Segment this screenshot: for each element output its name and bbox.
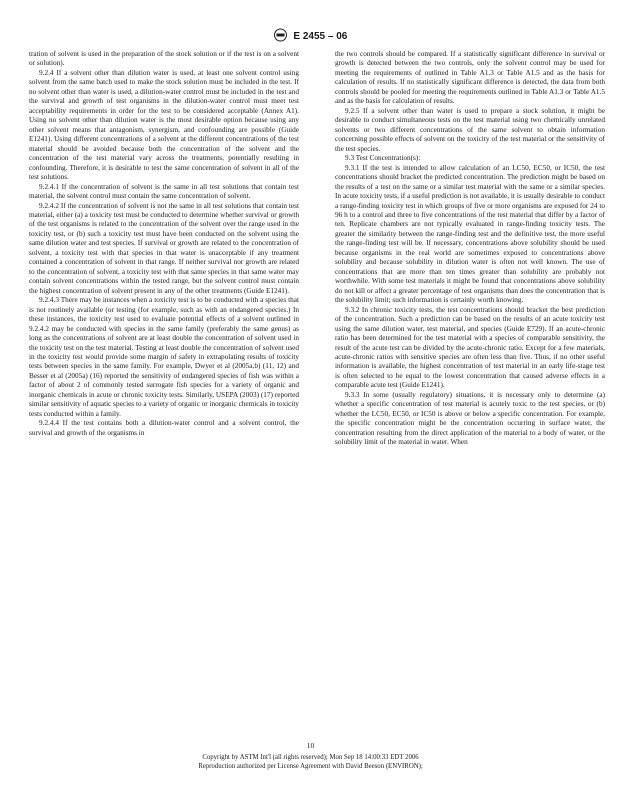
- paragraph-9-2-4: 9.2.4 If a solvent other than dilution water is used, at least one solvent control using solvent from the same batch used to make the stock solution must be included in the test. If no solvent other than water is used, a dilution-water control must be included in the test and the survival and growth of test organisms in the dilution-water control must meet test acceptability requirements in order for the test to be considered acceptable (Annex A1). Using no solvent other than dilution water is the most desirable option because using any other solvent means that antagonism, synergism, and confounding are possible (Guide E1241). Using different concentrations of a solvent at the different concentrations of the test material should be avoided because both the concentration of the solvent and the concentration of the test material vary across the treatments, potentially resulting in confounding. Therefore, it is desirable to test the same concentration of solvent in all of the test solutions.: [29, 68, 299, 182]
- paragraph-9-2-4-3: 9.2.4.3 There may be instances when a toxicity test is to be conducted with a species that is not routinely available (or testing (for example, such as with an endangered species.) In these instances, the toxicity test used to evaluate potential effects of a solvent outlined in 9.2.4.2 may be conducted with species in the same family (preferably the same genus) as long as the concentrations of solvent are at least double the concentration of solvent used in the toxicity test on the test material. Testing at least double the concentration of solvent used in the toxicity test would provide some margin of safety in extrapolating results of toxicity tests between species in the same family. For example, Dwyer et al (2005a,b) (11, 12) and Besser et al (2005a) (16) reported the sensitivity of endangered species of fish was within a factor of about 2 of commonly tested surrogate fish species for a variety of organic and inorganic chemicals in acute or chronic toxicity tests. Similarly, USEPA (2003) (17) reported similar sensitivity of aquatic species to a variety of organic or inorganic chemicals in toxicity tests conducted within a family.: [29, 296, 299, 418]
- paragraph-9-2-4-4: 9.2.4.4 If the test contains both a dilution-water control and a solvent control, the survival and growth of the organisms in: [29, 419, 299, 437]
- paragraph-9-2-5: 9.2.5 If a solvent other than water is used to prepare a stock solution, it might be desirable to conduct simultaneous tests on the test material using two chemically unrelated solvents or two different concentrations of the same solvent to obtain information concerning possible effects of solvent on the toxicity of the test material or the sensitivity of the test species.: [335, 106, 605, 153]
- paragraph-9-2-4-2: 9.2.4.2 If the concentration of solvent is not the same in all test solutions that contain test material, either (a) a toxicity test must be conducted to determine whether survival or growth of the test organisms is related to the concentration of the solvent over the range used in the toxicity test, or (b) such a toxicity test must have been conducted on the solvent using the same dilution water and test species. If survival or growth are related to the concentration of solvent, a toxicity test with that species in that water is unacceptable if any treatment contained a concentration of solvent in that range. If neither survival nor growth are related to the concentration of solvent, a toxicity test with that same species in that same water may contain solvent concentrations within the tested range, but the solvent control must contain the highest concentration of solvent present in any of the other treatments (Guide E1241).: [29, 201, 299, 295]
- paragraph: the two controls should be compared. If a statistically significant difference in survival or growth is detected between the two controls, only the solvent control may be used for meeting the requirements of outlined in Table A1.3 or Table A1.5 and as the basis for calculation of results. If no statistically significant difference is detected, the data from both controls should be pooled for meeting the requirements outlined in Table A1.3 or Table A1.5 and as the basis for calculation of results.: [335, 50, 605, 106]
- right-column: [335, 50, 605, 448]
- footer-line: Copyright by ASTM Int'l (all rights reserved); Mon Sep 18 14:00:33 EDT 2006: [202, 754, 419, 761]
- copyright-footer: [0, 754, 621, 771]
- left-column: [29, 50, 299, 438]
- document-designation: E 2455 – 06: [293, 31, 348, 43]
- astm-logo-icon: [274, 28, 287, 45]
- paragraph-9-3-1: 9.3.1 If the test is intended to allow calculation of an LC50, EC50, or IC50, the test concentrations should bracket the predicted concentration. The prediction might be based on the results of a test on the same or a similar test material with the same or a similar species. In acute toxicity tests, if a useful prediction is not available, it is usually desirable to conduct a range-finding toxicity test in which groups of five or more organisms are exposed for 24 to 96 h to a control and three to five concentrations of the test material that differ by a factor of ten. Replicate chambers are not typically evaluated in range-finding toxicity tests. The greater the similarity between the range-finding test and the definitive test, the more useful the range-finding test will be. If necessary, concentrations above solubility should be used because organisms in the real world are sometimes exposed to concentrations above solubility and because solubility in dilution water is often not well known. The use of concentrations that are more than ten times greater than solubility are probably not worthwhile. With some test materials it might be found that concentrations above solubility do not kill or affect a greater percentage of test organisms than does the concentration that is the solubility limit; such information is certainly worth knowing.: [335, 163, 605, 305]
- footer-line: Reproduction authorized per License Agreement with David Beeson (ENVIRON);: [198, 762, 423, 770]
- page-number: 10: [306, 741, 315, 750]
- paragraph-9-3-2: 9.3.2 In chronic toxicity tests, the test concentrations should bracket the best prediction of the concentration. Such a prediction can be based on the results of an acute toxicity test using the same dilution water, test material, and species (Guide E729). If an acute-chronic ratio has been determined for the test material with a species of comparable sensitivity, the result of the acute test can be divided by the acute-chronic ratio. Except for a few materials, acute-chronic ratios with sensitive species are often less than five. Thus, if no other useful information is available, the highest concentration of test material in an early life-stage test is often selected to be equal to the lowest concentration that caused adverse effects in a comparable acute test (Guide E1241).: [335, 305, 605, 390]
- paragraph-9-3-3: 9.3.3 In some (usually regulatory) situations, it is necessary only to determine (a) whether a specific concentration of test material is acutely toxic to the test species, or (b) whether the LC50, EC50, or IC50 is above or below a specific concentration. For example, the specific concentration might be the concentration occurring in surface water, the concentration resulting from the direct application of the material to a body of water, or the solubility limit of the material in water. When: [335, 390, 605, 447]
- section-heading-9-3: 9.3 Test Concentration(s):: [345, 154, 421, 163]
- paragraph: tration of solvent is used in the preparation of the stock solution or if the test is on a solvent or solution).: [29, 50, 299, 68]
- paragraph-9-2-4-1: 9.2.4.1 If the concentration of solvent is the same in all test solutions that contain test material, the solvent control must contain the same concentration of solvent.: [29, 182, 299, 201]
- page-header: [0, 28, 621, 45]
